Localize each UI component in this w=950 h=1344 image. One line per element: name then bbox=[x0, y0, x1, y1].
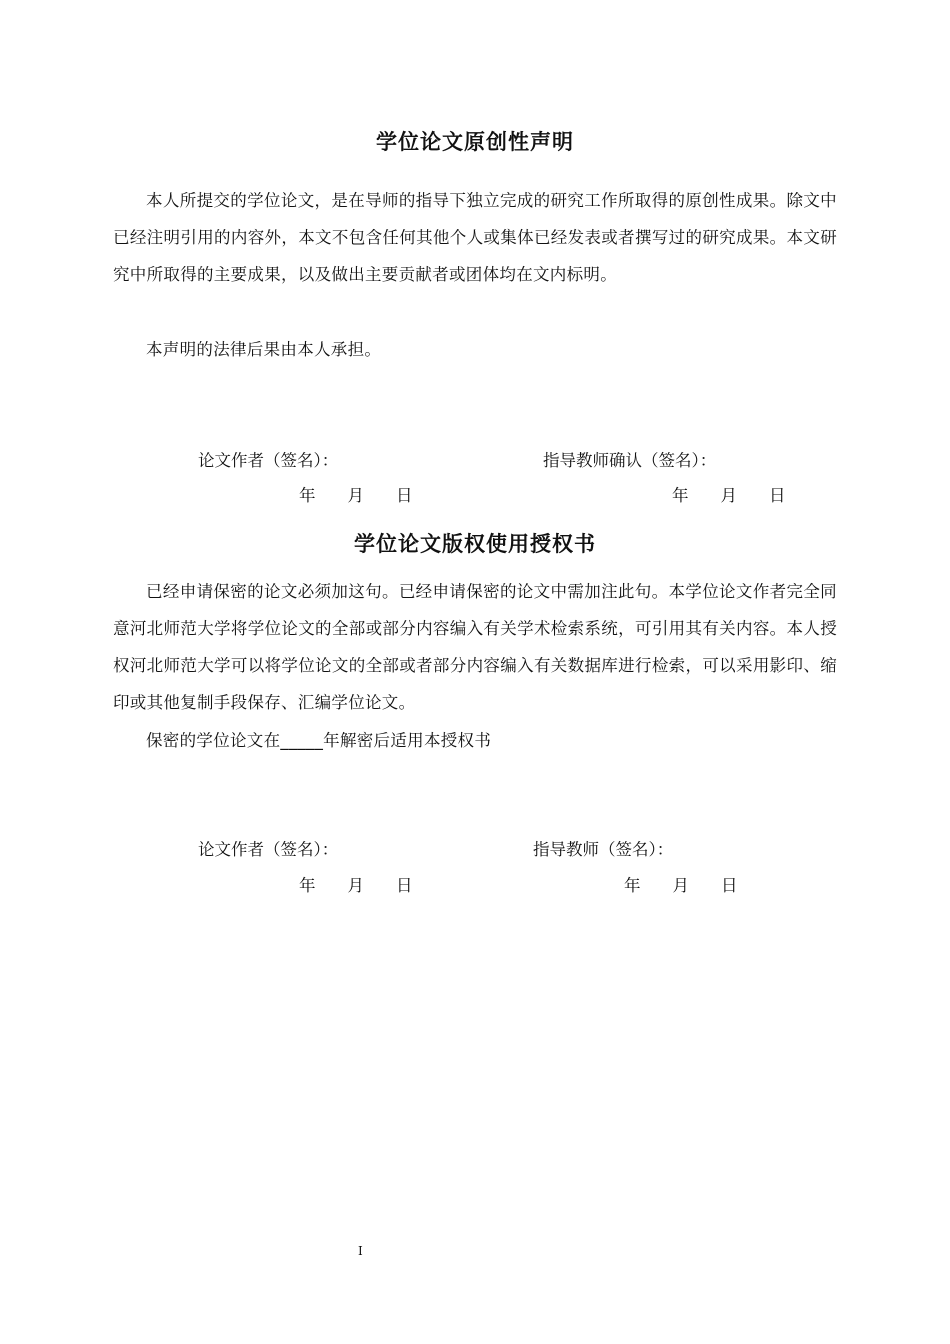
date-year-label: 年 bbox=[672, 486, 689, 505]
declaration-author-date bbox=[299, 482, 413, 506]
date-year-label: 年 bbox=[624, 876, 641, 895]
declaration-author-signature-label: 论文作者（签名）： bbox=[198, 451, 339, 470]
date-day-label: 日 bbox=[769, 486, 786, 505]
declaration-paragraph-2: 本声明的法律后果由本人承担。 bbox=[146, 340, 382, 359]
date-year-label: 年 bbox=[299, 486, 316, 505]
date-month-label: 月 bbox=[347, 486, 364, 505]
authorization-paragraph-1: 已经申请保密的论文必须加这句。已经申请保密的论文中需加注此句。本学位论文作者完全同意河北师范大学将学位论文的全部或部分内容编入有关学术检索系统，可引用其有关内容。本人授权河北师范大学可以将学位论文的全部或者部分内容编入有关数据库进行检索，可以采用影印、缩印或其他复制手段保存、汇编学位论文。 bbox=[113, 582, 837, 712]
date-month-label: 月 bbox=[720, 486, 737, 505]
declaration-advisor-date bbox=[672, 482, 786, 506]
authorization-author-signature-label: 论文作者（签名）： bbox=[198, 840, 339, 859]
date-day-label: 日 bbox=[396, 486, 413, 505]
authorization-paragraph-2: 保密的学位论文在_____年解密后适用本授权书 bbox=[146, 731, 492, 750]
page-number: I bbox=[358, 1244, 363, 1258]
date-month-label: 月 bbox=[347, 876, 364, 895]
date-day-label: 日 bbox=[396, 876, 413, 895]
declaration-paragraph-1: 本人所提交的学位论文，是在导师的指导下独立完成的研究工作所取得的原创性成果。除文中已经注明引用的内容外，本文不包含任何其他个人或集体已经发表或者撰写过的研究成果。本文研究中所取得的主要成果，以及做出主要贡献者或团体均在文内标明。 bbox=[113, 191, 837, 284]
declaration-advisor-signature-label: 指导教师确认（签名）： bbox=[543, 451, 717, 470]
declaration-title: 学位论文原创性声明 bbox=[376, 130, 574, 154]
authorization-author-date bbox=[299, 872, 413, 896]
date-month-label: 月 bbox=[672, 876, 689, 895]
authorization-advisor-date bbox=[624, 872, 738, 896]
authorization-title: 学位论文版权使用授权书 bbox=[354, 532, 596, 556]
date-year-label: 年 bbox=[299, 876, 316, 895]
date-day-label: 日 bbox=[721, 876, 738, 895]
authorization-advisor-signature-label: 指导教师（签名）： bbox=[533, 840, 674, 859]
